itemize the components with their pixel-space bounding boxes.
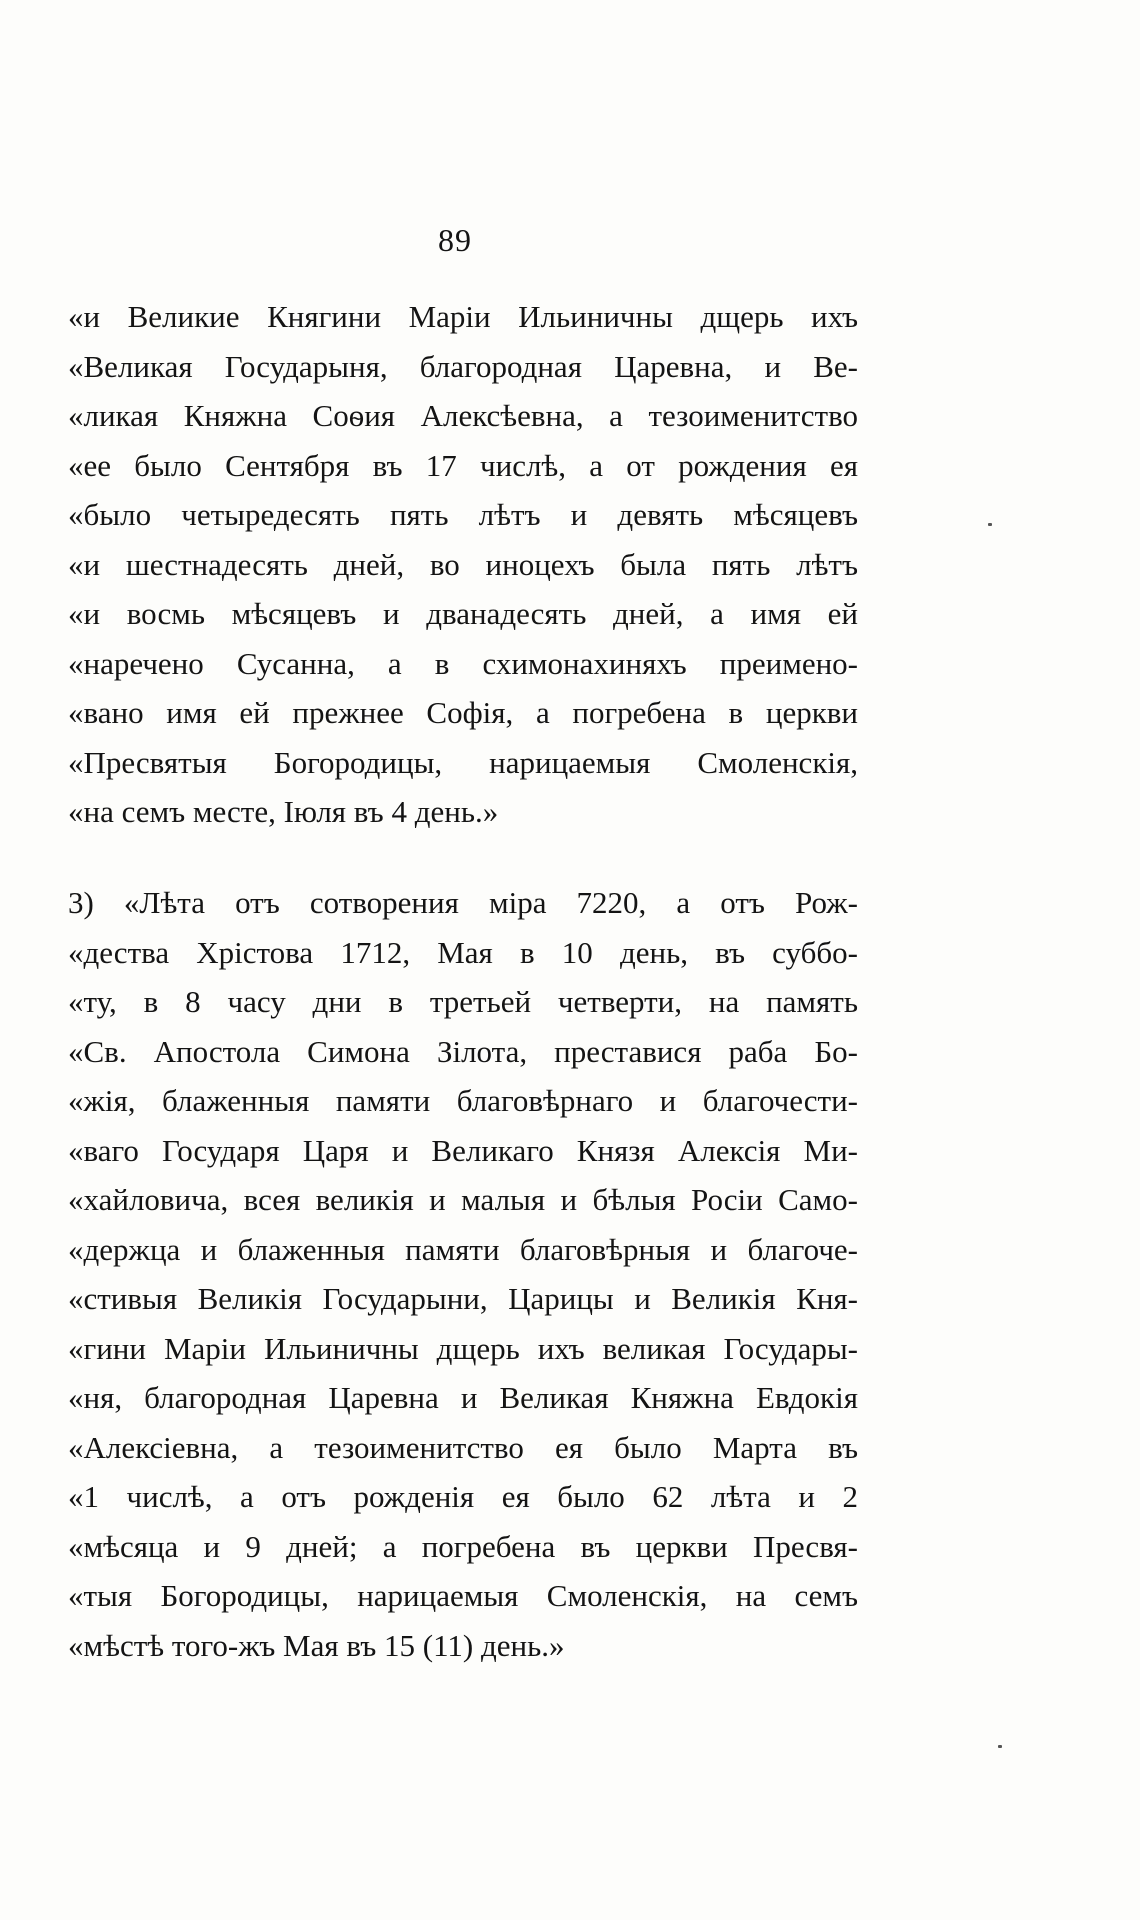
text-line: «Св. Апостола Симона Зілота, преставися раба Бо- [68, 1033, 858, 1069]
scan-speck [998, 1745, 1002, 1748]
text-line-last: «мѣстѣ того-жъ Мая въ 15 (11) день.» [68, 1627, 565, 1663]
text-line: «стивыя Великія Государыни, Царицы и Великія Кня- [68, 1281, 858, 1316]
text-line: «ту, в 8 часу дни в третьей четверти, на память [68, 984, 858, 1019]
text-line: «ее было Сентября въ 17 числѣ, а от рождения ея [68, 447, 858, 483]
text-line: «ликая Княжна Соѳия Алексѣевна, а тезоименитство [68, 398, 858, 433]
text-line: «тыя Богородицы, нарицаемыя Смоленскія, на семъ [68, 1578, 858, 1613]
text-line: «держца и блаженныя памяти благовѣрныя и благоче- [68, 1231, 858, 1267]
text-line: «ня, благородная Царевна и Великая Княжна Евдокія [68, 1380, 858, 1415]
text-line: 3) «Лѣта отъ сотворения міра 7220, а отъ Рож- [68, 885, 858, 920]
text-line: «Пресвятыя Богородицы, нарицаемыя Смоленскія, [68, 744, 858, 780]
scan-speck [988, 523, 992, 526]
text-line: «жія, блаженныя памяти благовѣрнаго и благочести- [68, 1083, 858, 1118]
text-line: «и шестнадесять дней, во иноцехъ была пять лѣтъ [68, 546, 858, 582]
text-line: «гини Маріи Ильиничны дщерь ихъ великая Государы- [68, 1330, 858, 1366]
text-line: «было четыредесять пять лѣтъ и девять мѣсяцевъ [68, 497, 858, 532]
page-number: 89 [438, 222, 472, 258]
text-line: «наречено Сусанна, а в схимонахиняхъ преимено- [68, 645, 858, 681]
text-line: «и Великие Княгини Марiи Ильиничны дщерь ихъ [68, 299, 858, 334]
text-line: «мѣсяца и 9 дней; а погребена въ церкви Пресвя- [68, 1528, 858, 1564]
text-line: «Великая Государыня, благородная Царевна, и Ве- [68, 348, 858, 384]
text-line: «вано имя ей прежнее Софія, а погребена в церкви [68, 695, 858, 730]
text-line: «дества Хрістова 1712, Мая в 10 день, въ суббо- [68, 934, 858, 970]
text-line: «ваго Государя Царя и Великаго Князя Алексія Ми- [68, 1132, 858, 1168]
text-line-last: «на семъ месте, Іюля въ 4 день.» [68, 794, 499, 829]
text-line: «и восмь мѣсяцевъ и дванадесять дней, а имя ей [68, 596, 858, 631]
text-line: «1 числѣ, а отъ рожденія ея было 62 лѣта и 2 [68, 1479, 858, 1514]
text-line: «хайловича, всея великія и малыя и бѣлыя Росіи Само- [68, 1182, 858, 1217]
paragraph-1 [68, 292, 858, 837]
text-line: «Алексіевна, а тезоименитство ея было Марта въ [68, 1429, 858, 1465]
paragraph-2 [68, 878, 858, 1670]
